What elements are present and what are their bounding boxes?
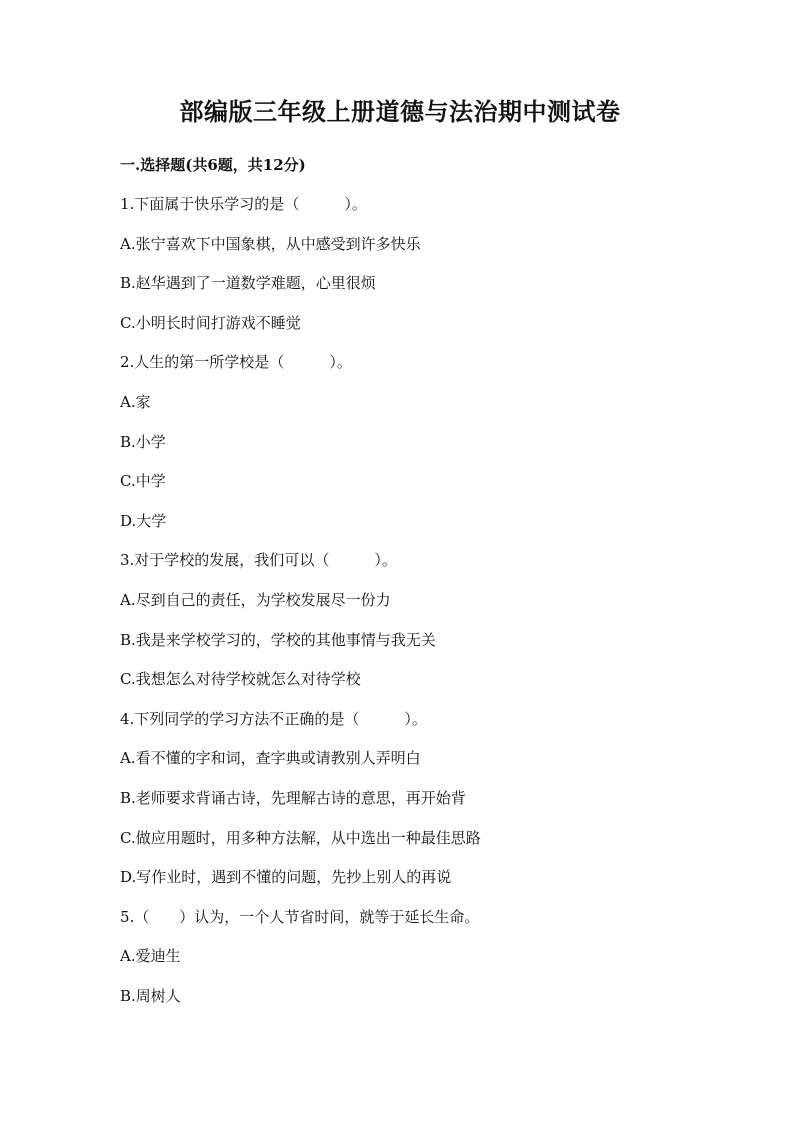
answer-option: D.写作业时，遇到不懂的问题，先抄上别人的再说 [120,868,452,887]
answer-option: C.做应用题时，用多种方法解，从中选出一种最佳思路 [120,828,481,847]
answer-option: B.我是来学校学习的，学校的其他事情与我无关 [120,630,436,649]
question-3 [120,549,800,690]
question-5 [120,906,800,1007]
answer-option: C.我想怎么对待学校就怎么对待学校 [120,670,361,689]
answer-option: D.大学 [120,511,167,530]
answer-option: C.中学 [120,472,166,491]
answer-option: B.小学 [120,432,166,451]
answer-option: A.看不懂的字和词，查字典或请教别人弄明白 [120,749,421,768]
answer-option: C.小明长时间打游戏不睡觉 [120,313,301,332]
question-4 [120,708,800,888]
answer-option: B.老师要求背诵古诗，先理解古诗的意思，再开始背 [120,788,466,807]
answer-option: A.家 [120,392,151,411]
answer-option: A.尽到自己的责任，为学校发展尽一份力 [120,590,391,609]
question-stem: 1.下面属于快乐学习的是（ ）。 [120,195,367,213]
question-stem: 4.下列同学的学习方法不正确的是（ ）。 [120,709,427,728]
answer-option: B.赵华遇到了一道数学难题，心里很烦 [120,274,376,293]
question-stem: 2.人生的第一所学校是（ ）。 [120,353,352,372]
question-1 [120,193,800,334]
document-title: 部编版三年级上册道德与法治期中测试卷 [179,97,621,126]
section-heading: 一.选择题(共6题，共12分) [120,156,306,174]
answer-option: A.爱迪生 [120,947,181,966]
question-2 [120,351,800,531]
question-stem: 5.（ ）认为，一个人节省时间，就等于延长生命。 [120,907,480,926]
answer-option: B.周树人 [120,986,181,1005]
question-stem: 3.对于学校的发展，我们可以（ ）。 [120,551,397,570]
answer-option: A.张宁喜欢下中国象棋，从中感受到许多快乐 [120,234,421,253]
